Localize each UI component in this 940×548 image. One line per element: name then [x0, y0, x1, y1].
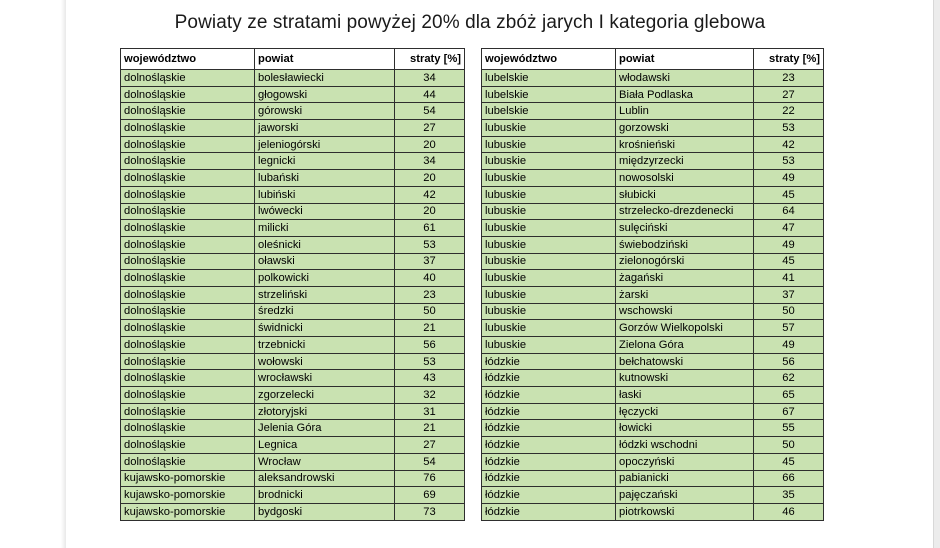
cell-straty: 69: [395, 487, 465, 504]
cell-straty: 53: [395, 236, 465, 253]
cell-wojewodztwo: kujawsko-pomorskie: [121, 503, 255, 520]
cell-straty: 27: [395, 437, 465, 454]
cell-powiat: kutnowski: [616, 370, 754, 387]
table-row: [482, 103, 824, 120]
cell-straty: 20: [395, 170, 465, 187]
table-row: [121, 70, 465, 87]
cell-wojewodztwo: lubuskie: [482, 120, 616, 137]
cell-straty: 42: [395, 186, 465, 203]
cell-straty: 49: [754, 236, 824, 253]
cell-straty: 64: [754, 203, 824, 220]
table-row: [121, 320, 465, 337]
table-row: [121, 303, 465, 320]
document-title: Powiaty ze stratami powyżej 20% dla zbóż jarych I kategoria glebowa: [174, 12, 766, 33]
cell-straty: 62: [754, 370, 824, 387]
cell-straty: 23: [754, 70, 824, 87]
table-row: [482, 320, 824, 337]
cell-straty: 49: [754, 337, 824, 354]
cell-powiat: jeleniogórski: [255, 136, 395, 153]
cell-powiat: strzelecko-drezdenecki: [616, 203, 754, 220]
table-row: [121, 220, 465, 237]
cell-wojewodztwo: łódzkie: [482, 503, 616, 520]
cell-wojewodztwo: lubuskie: [482, 270, 616, 287]
cell-wojewodztwo: kujawsko-pomorskie: [121, 470, 255, 487]
table-row: [121, 337, 465, 354]
losses-table-left: [120, 48, 465, 521]
cell-powiat: legnicki: [255, 153, 395, 170]
cell-wojewodztwo: łódzkie: [482, 420, 616, 437]
cell-straty: 27: [754, 86, 824, 103]
table-row: [482, 370, 824, 387]
cell-straty: 67: [754, 403, 824, 420]
table-row: [482, 403, 824, 420]
cell-powiat: lubiński: [255, 186, 395, 203]
cell-straty: 76: [395, 470, 465, 487]
cell-powiat: Gorzów Wielkopolski: [616, 320, 754, 337]
cell-straty: 57: [754, 320, 824, 337]
cell-wojewodztwo: dolnośląskie: [121, 120, 255, 137]
cell-wojewodztwo: dolnośląskie: [121, 353, 255, 370]
table-row: [482, 487, 824, 504]
table-row: [482, 353, 824, 370]
table-row: [482, 420, 824, 437]
cell-powiat: zielonogórski: [616, 253, 754, 270]
cell-wojewodztwo: lubuskie: [482, 286, 616, 303]
cell-straty: 54: [395, 453, 465, 470]
cell-powiat: Biała Podlaska: [616, 86, 754, 103]
cell-straty: 55: [754, 420, 824, 437]
header-straty: straty [%]: [395, 49, 465, 70]
table-row: [482, 203, 824, 220]
document-left-margin: [0, 0, 66, 548]
cell-wojewodztwo: kujawsko-pomorskie: [121, 487, 255, 504]
table-row: [121, 270, 465, 287]
cell-powiat: milicki: [255, 220, 395, 237]
cell-straty: 31: [395, 403, 465, 420]
cell-straty: 40: [395, 270, 465, 287]
table-row: [482, 303, 824, 320]
cell-powiat: łowicki: [616, 420, 754, 437]
cell-wojewodztwo: lubuskie: [482, 236, 616, 253]
cell-straty: 20: [395, 203, 465, 220]
cell-powiat: bydgoski: [255, 503, 395, 520]
cell-wojewodztwo: lubelskie: [482, 103, 616, 120]
table-row: [121, 503, 465, 520]
cell-powiat: Zielona Góra: [616, 337, 754, 354]
table-row: [121, 370, 465, 387]
cell-straty: 53: [395, 353, 465, 370]
table-row: [482, 153, 824, 170]
cell-wojewodztwo: lubuskie: [482, 220, 616, 237]
table-row: [121, 170, 465, 187]
cell-powiat: świdnicki: [255, 320, 395, 337]
table-row: [482, 70, 824, 87]
cell-wojewodztwo: dolnośląskie: [121, 403, 255, 420]
cell-straty: 23: [395, 286, 465, 303]
cell-powiat: pabianicki: [616, 470, 754, 487]
cell-powiat: Lublin: [616, 103, 754, 120]
cell-wojewodztwo: łódzkie: [482, 370, 616, 387]
cell-powiat: jaworski: [255, 120, 395, 137]
cell-straty: 20: [395, 136, 465, 153]
table-row: [121, 286, 465, 303]
cell-wojewodztwo: dolnośląskie: [121, 86, 255, 103]
cell-wojewodztwo: łódzkie: [482, 387, 616, 404]
cell-powiat: świebodziński: [616, 236, 754, 253]
cell-straty: 53: [754, 120, 824, 137]
cell-wojewodztwo: lubuskie: [482, 253, 616, 270]
cell-powiat: aleksandrowski: [255, 470, 395, 487]
cell-wojewodztwo: lubuskie: [482, 303, 616, 320]
cell-powiat: łaski: [616, 387, 754, 404]
document-right-edge: [933, 0, 940, 548]
cell-wojewodztwo: dolnośląskie: [121, 170, 255, 187]
cell-powiat: zgorzelecki: [255, 387, 395, 404]
table-row: [121, 120, 465, 137]
cell-wojewodztwo: lubuskie: [482, 337, 616, 354]
cell-straty: 56: [754, 353, 824, 370]
table-header-row: [121, 49, 465, 70]
cell-wojewodztwo: łódzkie: [482, 470, 616, 487]
table-row: [482, 220, 824, 237]
cell-wojewodztwo: dolnośląskie: [121, 153, 255, 170]
cell-straty: 49: [754, 170, 824, 187]
cell-powiat: słubicki: [616, 186, 754, 203]
cell-powiat: oleśnicki: [255, 236, 395, 253]
cell-wojewodztwo: dolnośląskie: [121, 286, 255, 303]
cell-wojewodztwo: dolnośląskie: [121, 387, 255, 404]
cell-wojewodztwo: łódzkie: [482, 353, 616, 370]
cell-wojewodztwo: dolnośląskie: [121, 270, 255, 287]
cell-straty: 22: [754, 103, 824, 120]
cell-straty: 61: [395, 220, 465, 237]
cell-wojewodztwo: dolnośląskie: [121, 136, 255, 153]
cell-straty: 65: [754, 387, 824, 404]
cell-wojewodztwo: lubelskie: [482, 86, 616, 103]
cell-wojewodztwo: dolnośląskie: [121, 420, 255, 437]
cell-straty: 42: [754, 136, 824, 153]
losses-table-right: [481, 48, 824, 521]
cell-powiat: wołowski: [255, 353, 395, 370]
cell-wojewodztwo: dolnośląskie: [121, 236, 255, 253]
table-row: [121, 253, 465, 270]
cell-wojewodztwo: dolnośląskie: [121, 370, 255, 387]
header-wojewodztwo: województwo: [482, 49, 616, 70]
cell-straty: 45: [754, 453, 824, 470]
cell-wojewodztwo: dolnośląskie: [121, 320, 255, 337]
cell-straty: 66: [754, 470, 824, 487]
cell-powiat: wrocławski: [255, 370, 395, 387]
cell-straty: 54: [395, 103, 465, 120]
table-row: [121, 387, 465, 404]
cell-powiat: włodawski: [616, 70, 754, 87]
table-row: [482, 270, 824, 287]
cell-wojewodztwo: dolnośląskie: [121, 253, 255, 270]
table-row: [482, 86, 824, 103]
cell-powiat: sulęciński: [616, 220, 754, 237]
cell-powiat: bolesławiecki: [255, 70, 395, 87]
cell-powiat: Wrocław: [255, 453, 395, 470]
cell-straty: 46: [754, 503, 824, 520]
table-row: [482, 253, 824, 270]
table-row: [121, 487, 465, 504]
cell-straty: 21: [395, 420, 465, 437]
table-row: [482, 186, 824, 203]
header-powiat: powiat: [616, 49, 754, 70]
cell-wojewodztwo: lubuskie: [482, 136, 616, 153]
table-row: [482, 236, 824, 253]
cell-straty: 73: [395, 503, 465, 520]
cell-wojewodztwo: lubuskie: [482, 153, 616, 170]
table-row: [482, 387, 824, 404]
cell-straty: 44: [395, 86, 465, 103]
cell-powiat: złotoryjski: [255, 403, 395, 420]
table-row: [482, 503, 824, 520]
cell-wojewodztwo: dolnośląskie: [121, 70, 255, 87]
cell-straty: 34: [395, 153, 465, 170]
cell-straty: 37: [754, 286, 824, 303]
table-row: [482, 286, 824, 303]
cell-powiat: lwówecki: [255, 203, 395, 220]
cell-straty: 50: [395, 303, 465, 320]
cell-wojewodztwo: dolnośląskie: [121, 220, 255, 237]
table-row: [482, 170, 824, 187]
header-powiat: powiat: [255, 49, 395, 70]
cell-wojewodztwo: dolnośląskie: [121, 103, 255, 120]
cell-powiat: górowski: [255, 103, 395, 120]
cell-powiat: żarski: [616, 286, 754, 303]
cell-straty: 47: [754, 220, 824, 237]
table-row: [121, 453, 465, 470]
table-row: [121, 420, 465, 437]
cell-straty: 35: [754, 487, 824, 504]
cell-powiat: gorzowski: [616, 120, 754, 137]
cell-wojewodztwo: dolnośląskie: [121, 203, 255, 220]
table-row: [482, 453, 824, 470]
table-row: [482, 437, 824, 454]
table-row: [121, 203, 465, 220]
table-row: [121, 136, 465, 153]
cell-powiat: łódzki wschodni: [616, 437, 754, 454]
cell-straty: 21: [395, 320, 465, 337]
cell-powiat: Legnica: [255, 437, 395, 454]
cell-wojewodztwo: dolnośląskie: [121, 303, 255, 320]
cell-straty: 41: [754, 270, 824, 287]
cell-powiat: polkowicki: [255, 270, 395, 287]
table-row: [121, 403, 465, 420]
table-row: [482, 337, 824, 354]
cell-powiat: średzki: [255, 303, 395, 320]
header-wojewodztwo: województwo: [121, 49, 255, 70]
table-row: [121, 236, 465, 253]
cell-wojewodztwo: lubuskie: [482, 203, 616, 220]
cell-powiat: bełchatowski: [616, 353, 754, 370]
cell-straty: 50: [754, 437, 824, 454]
cell-powiat: Jelenia Góra: [255, 420, 395, 437]
table-row: [121, 353, 465, 370]
cell-wojewodztwo: łódzkie: [482, 403, 616, 420]
cell-powiat: piotrkowski: [616, 503, 754, 520]
cell-powiat: międzyrzecki: [616, 153, 754, 170]
cell-wojewodztwo: łódzkie: [482, 487, 616, 504]
cell-wojewodztwo: lubuskie: [482, 170, 616, 187]
cell-wojewodztwo: dolnośląskie: [121, 186, 255, 203]
table-row: [482, 470, 824, 487]
table-row: [121, 186, 465, 203]
cell-straty: 56: [395, 337, 465, 354]
cell-powiat: pajęczański: [616, 487, 754, 504]
table-row: [121, 470, 465, 487]
table-row: [121, 437, 465, 454]
cell-straty: 27: [395, 120, 465, 137]
header-straty: straty [%]: [754, 49, 824, 70]
cell-powiat: głogowski: [255, 86, 395, 103]
cell-straty: 45: [754, 186, 824, 203]
table-row: [121, 153, 465, 170]
cell-straty: 34: [395, 70, 465, 87]
cell-powiat: wschowski: [616, 303, 754, 320]
cell-powiat: strzeliński: [255, 286, 395, 303]
table-row: [121, 86, 465, 103]
cell-wojewodztwo: łódzkie: [482, 453, 616, 470]
cell-wojewodztwo: dolnośląskie: [121, 337, 255, 354]
cell-wojewodztwo: lubuskie: [482, 186, 616, 203]
cell-powiat: nowosolski: [616, 170, 754, 187]
cell-powiat: oławski: [255, 253, 395, 270]
cell-powiat: żagański: [616, 270, 754, 287]
table-row: [482, 136, 824, 153]
cell-wojewodztwo: łódzkie: [482, 437, 616, 454]
cell-powiat: brodnicki: [255, 487, 395, 504]
cell-powiat: opoczyński: [616, 453, 754, 470]
cell-powiat: krośnieński: [616, 136, 754, 153]
table-row: [482, 120, 824, 137]
cell-straty: 45: [754, 253, 824, 270]
table-header-row: [482, 49, 824, 70]
cell-powiat: lubański: [255, 170, 395, 187]
cell-wojewodztwo: lubelskie: [482, 70, 616, 87]
cell-wojewodztwo: lubuskie: [482, 320, 616, 337]
cell-straty: 53: [754, 153, 824, 170]
cell-powiat: trzebnicki: [255, 337, 395, 354]
cell-wojewodztwo: dolnośląskie: [121, 453, 255, 470]
table-row: [121, 103, 465, 120]
cell-straty: 32: [395, 387, 465, 404]
cell-straty: 50: [754, 303, 824, 320]
cell-wojewodztwo: dolnośląskie: [121, 437, 255, 454]
cell-straty: 37: [395, 253, 465, 270]
cell-powiat: łęczycki: [616, 403, 754, 420]
cell-straty: 43: [395, 370, 465, 387]
